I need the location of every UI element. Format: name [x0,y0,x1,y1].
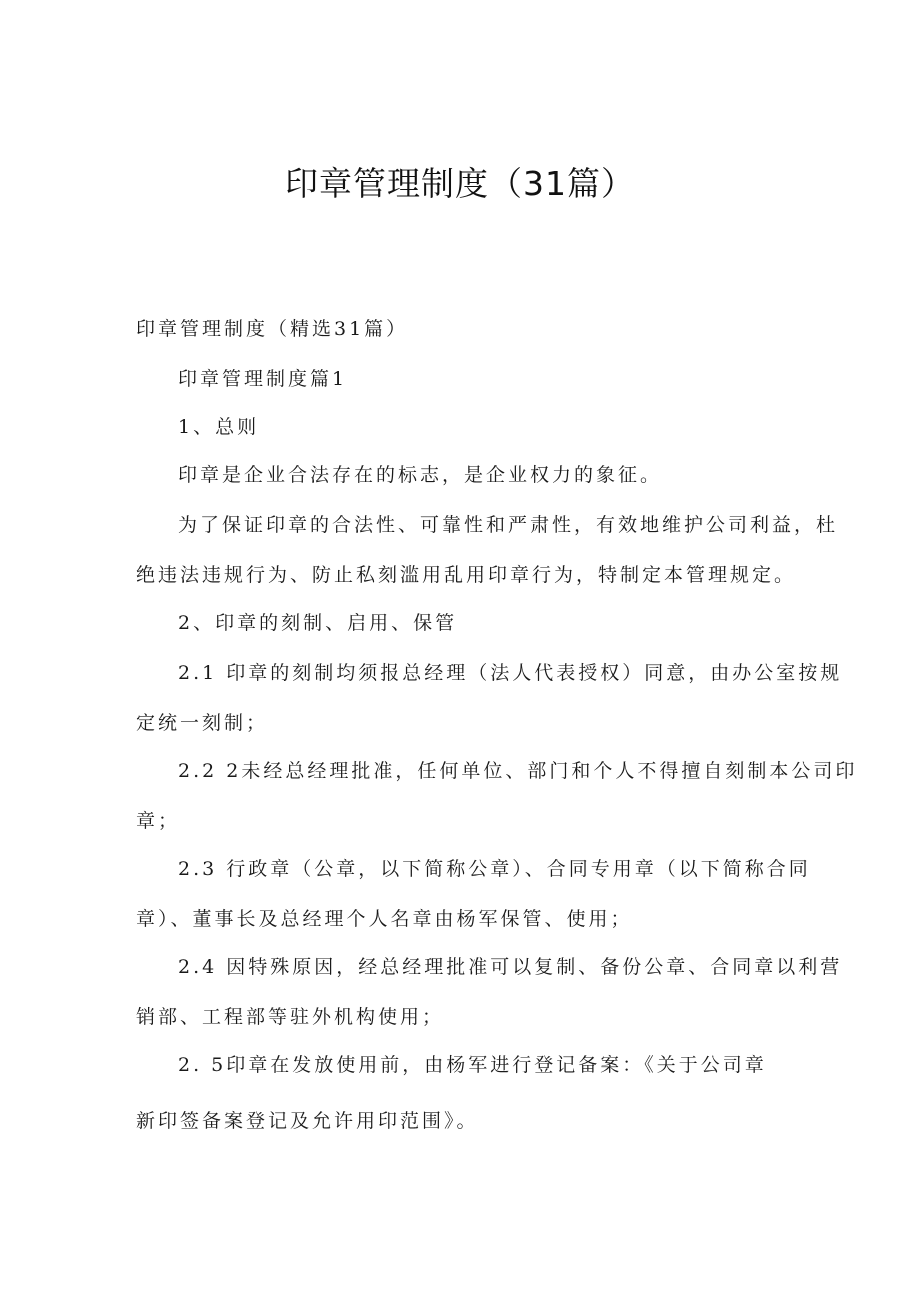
paragraph-line: 印章是企业合法存在的标志，是企业权力的象征。 [178,464,663,486]
section-heading: 2、印章的刻制、启用、保管 [178,612,458,634]
subtitle-line: 印章管理制度（精选31篇） [136,318,409,340]
paragraph-line: 2.3 行政章（公章，以下简称公章）、合同专用章（以下简称合同 [178,858,811,880]
paragraph-line: 章； [136,810,181,832]
document-title: 印章管理制度（31篇） [285,164,635,203]
paragraph-line: 为了保证印章的合法性、可靠性和严肃性，有效地维护公司利益，杜 [178,514,839,536]
paragraph-line: 章）、董事长及总经理个人名章由杨军保管、使用； [136,908,633,930]
section-heading: 印章管理制度篇1 [178,368,348,390]
paragraph-line: 定统一刻制； [136,712,269,734]
section-heading: 1、总则 [178,416,260,438]
paragraph-line: 2.2 2未经总经理批准，任何单位、部门和个人不得擅自刻制本公司印 [178,760,858,782]
paragraph-line: 2. 5印章在发放使用前，由杨军进行登记备案：《关于公司章 [178,1054,767,1076]
paragraph-line: 新印签备案登记及允许用印范围》。 [136,1110,479,1132]
paragraph-line: 2.4 因特殊原因，经总经理批准可以复制、备份公章、合同章以利营 [178,956,843,978]
paragraph-line: 2.1 印章的刻制均须报总经理（法人代表授权）同意，由办公室按规 [178,662,843,684]
paragraph-line: 销部、工程部等驻外机构使用； [136,1006,445,1028]
paragraph-line: 绝违法违规行为、防止私刻滥用乱用印章行为，特制定本管理规定。 [136,564,797,586]
